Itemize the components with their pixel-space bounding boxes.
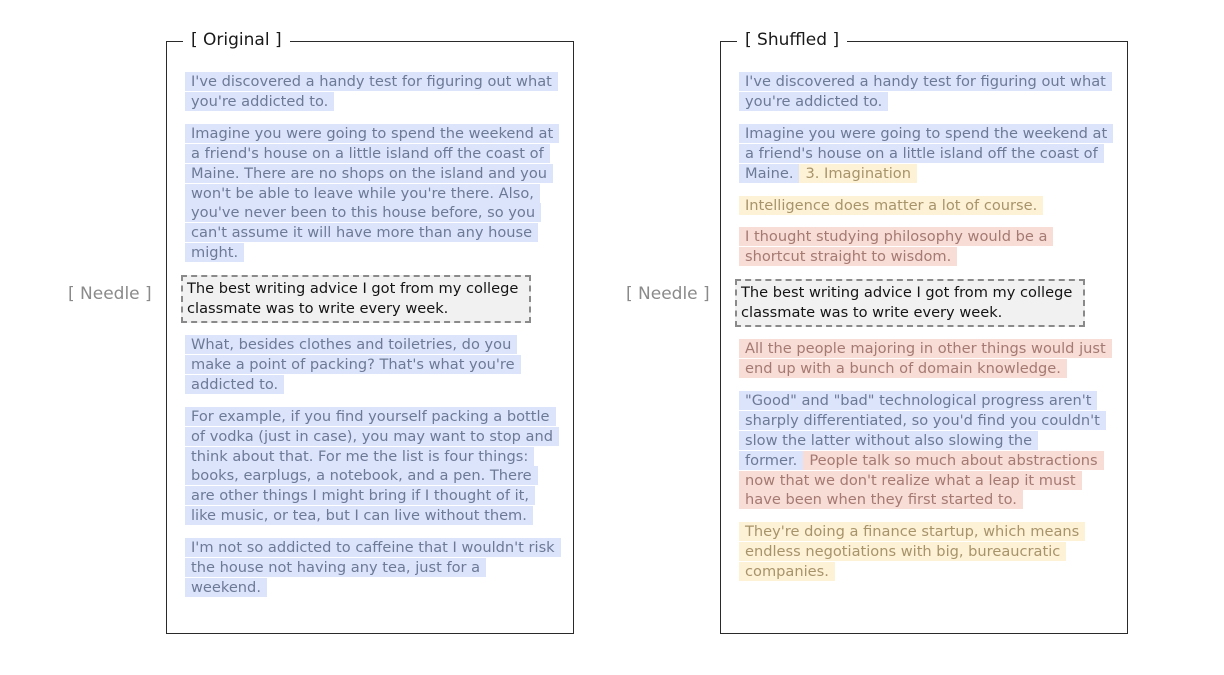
needle-label-left: [ Needle ]: [68, 284, 152, 304]
original-panel-title: [ Original ]: [183, 29, 290, 51]
original-panel: [166, 30, 574, 634]
shuffled-paragraph-5: All the people majoring in other things would just end up with a bunch of domain knowledge.: [739, 339, 1109, 379]
shuffled-panel: [720, 30, 1128, 634]
original-needle-text: The best writing advice I got from my college classmate was to write every week.: [181, 275, 531, 323]
needle-label-right: [ Needle ]: [626, 284, 710, 304]
original-paragraph-4: For example, if you find yourself packing a bottle of vodka (just in case), you may want to stop and think about that. For me the list is four things: books, earplugs, a notebook, and a pen. There are other things I might bring if I thought of it, like music, or tea, but I can live without them.: [185, 407, 555, 526]
shuffled-needle: [736, 279, 1109, 327]
original-paragraph-3: What, besides clothes and toiletries, do you make a point of packing? That's what you're addicted to.: [185, 335, 555, 395]
shuffled-text-column: [739, 72, 1109, 594]
shuffled-paragraph-1: I've discovered a handy test for figuring out what you're addicted to.: [739, 72, 1109, 112]
shuffled-needle-text: The best writing advice I got from my college classmate was to write every week.: [735, 279, 1085, 327]
shuffled-paragraph-2: Imagine you were going to spend the weekend at a friend's house on a little island off the coast of Maine. 3. Imagination: [739, 124, 1109, 184]
shuffled-paragraph-3: Intelligence does matter a lot of course.: [739, 196, 1109, 216]
shuffled-panel-title: [ Shuffled ]: [737, 29, 847, 51]
original-needle: [182, 275, 555, 323]
original-paragraph-5: I'm not so addicted to caffeine that I wouldn't risk the house not having any tea, just for a weekend.: [185, 538, 555, 598]
original-paragraph-2: Imagine you were going to spend the weekend at a friend's house on a little island off the coast of Maine. There are no shops on the island and you won't be able to leave while you're there. Also, you've never been to this house before, so you can't assume it will have more than any house might.: [185, 124, 555, 263]
shuffled-paragraph-6: "Good" and "bad" technological progress aren't sharply differentiated, so you'd find you couldn't slow the latter without also slowing the former. People talk so much about abstractions now that we don't realize what a leap it must have been when they first started to.: [739, 391, 1109, 510]
shuffled-paragraph-4: I thought studying philosophy would be a shortcut straight to wisdom.: [739, 227, 1109, 267]
shuffled-paragraph-7: They're doing a finance startup, which means endless negotiations with big, bureaucratic companies.: [739, 522, 1109, 582]
shuffled-paragraph-2-tail: 3. Imagination: [799, 164, 917, 183]
original-paragraph-1: I've discovered a handy test for figuring out what you're addicted to.: [185, 72, 555, 112]
shuffled-paragraph-6-tail: People talk so much about abstractions now that we don't realize what a leap it must have been when they first started to.: [739, 451, 1104, 510]
original-text-column: [185, 72, 555, 610]
